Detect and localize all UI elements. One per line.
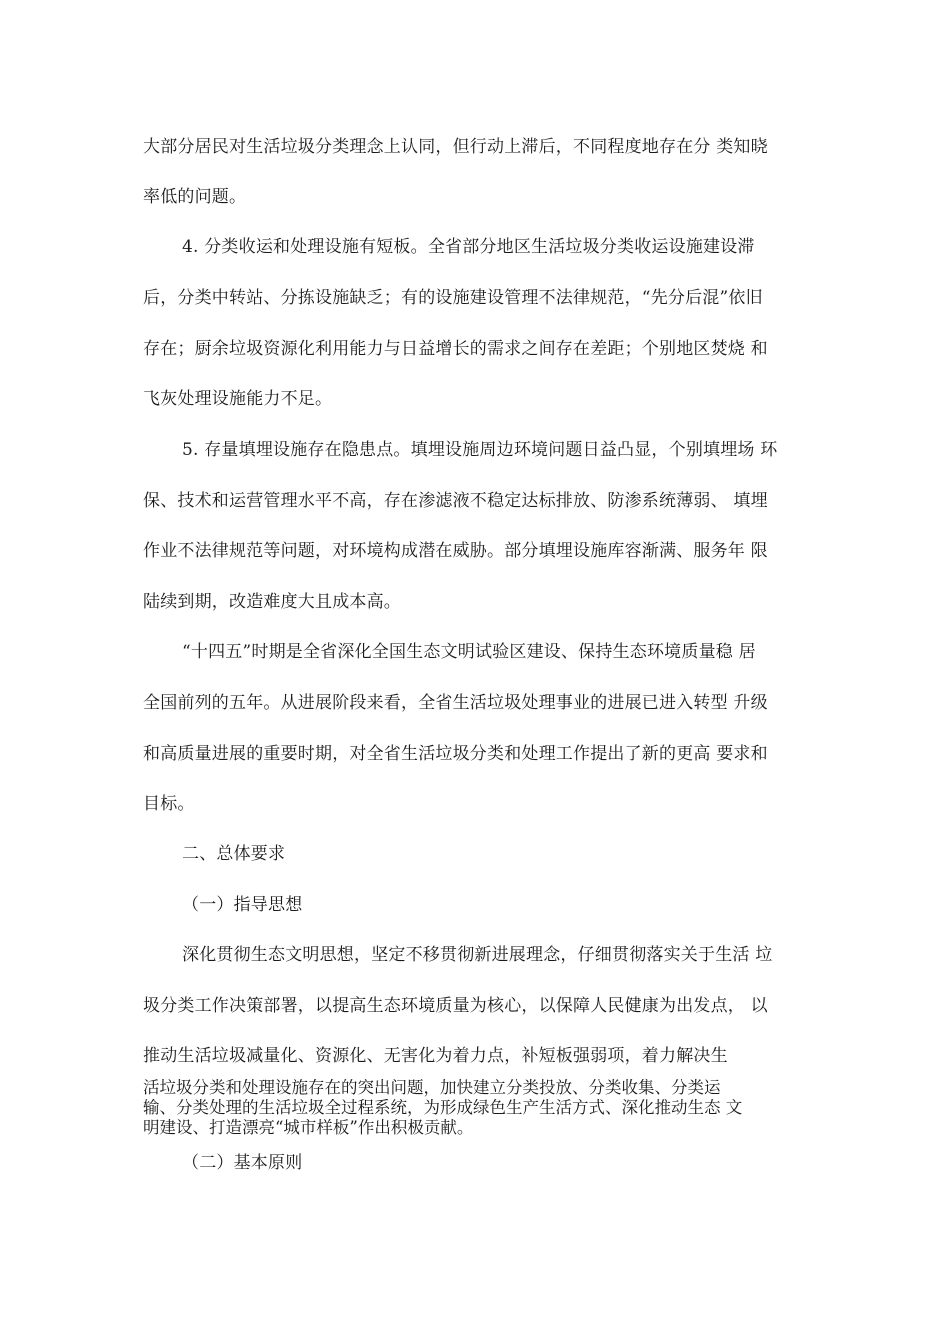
paragraph-line: 明建设、打造漂亮“城市样板”作出积极贡献。 [143,1118,474,1137]
paragraph-line: 目标。 [143,794,195,814]
paragraph-line: 深化贯彻生态文明思想，坚定不移贯彻新进展理念，仔细贯彻落实关于生活 垃 [182,945,773,965]
paragraph-line: 5. 存量填埋设施存在隐患点。填埋设施周边环境问题日益凸显，个别填埋场 环 [182,440,778,460]
paragraph-line: “十四五”时期是全省深化全国生态文明试验区建设、保持生态环境质量稳 居 [182,642,756,662]
paragraph-line: 输、分类处理的生活垃圾全过程系统，为形成绿色生产生活方式、深化推动生态 文 [143,1098,743,1117]
paragraph-line: 后，分类中转站、分拣设施缺乏；有的设施建设管理不法律规范，“先分后混”依旧 [143,288,763,308]
paragraph-line: 圾分类工作决策部署，以提高生态环境质量为核心，以保障人民健康为出发点， 以 [143,996,768,1016]
paragraph-line: 活垃圾分类和处理设施存在的突出问题，加快建立分类投放、分类收集、分类运 [143,1078,721,1097]
paragraph-line: 和高质量进展的重要时期，对全省生活垃圾分类和处理工作提出了新的更高 要求和 [143,744,768,764]
paragraph-line: 大部分居民对生活垃圾分类理念上认同，但行动上滞后，不同程度地存在分 类知晓 [143,137,768,157]
subsection-heading: （二）基本原则 [182,1153,303,1173]
section-heading: 二、总体要求 [182,844,286,864]
paragraph-line: 率低的问题。 [143,187,247,207]
paragraph-line: 作业不法律规范等问题，对环境构成潜在威胁。部分填埋设施库容渐满、服务年 限 [143,541,768,561]
paragraph-line: 飞灰处理设施能力不足。 [143,389,333,409]
paragraph-line: 4. 分类收运和处理设施有短板。全省部分地区生活垃圾分类收运设施建设滞 [182,237,755,257]
paragraph-line: 推动生活垃圾减量化、资源化、无害化为着力点，补短板强弱项，着力解决生 [143,1046,728,1066]
paragraph-line: 存在；厨余垃圾资源化利用能力与日益增长的需求之间存在差距；个别地区焚烧 和 [143,339,768,359]
paragraph-line: 保、技术和运营管理水平不高，存在渗滤液不稳定达标排放、防渗系统薄弱、 填埋 [143,491,768,511]
paragraph-line: 陆续到期，改造难度大且成本高。 [143,592,401,612]
subsection-heading: （一）指导思想 [182,895,303,915]
paragraph-line: 全国前列的五年。从进展阶段来看，全省生活垃圾处理事业的进展已进入转型 升级 [143,693,768,713]
